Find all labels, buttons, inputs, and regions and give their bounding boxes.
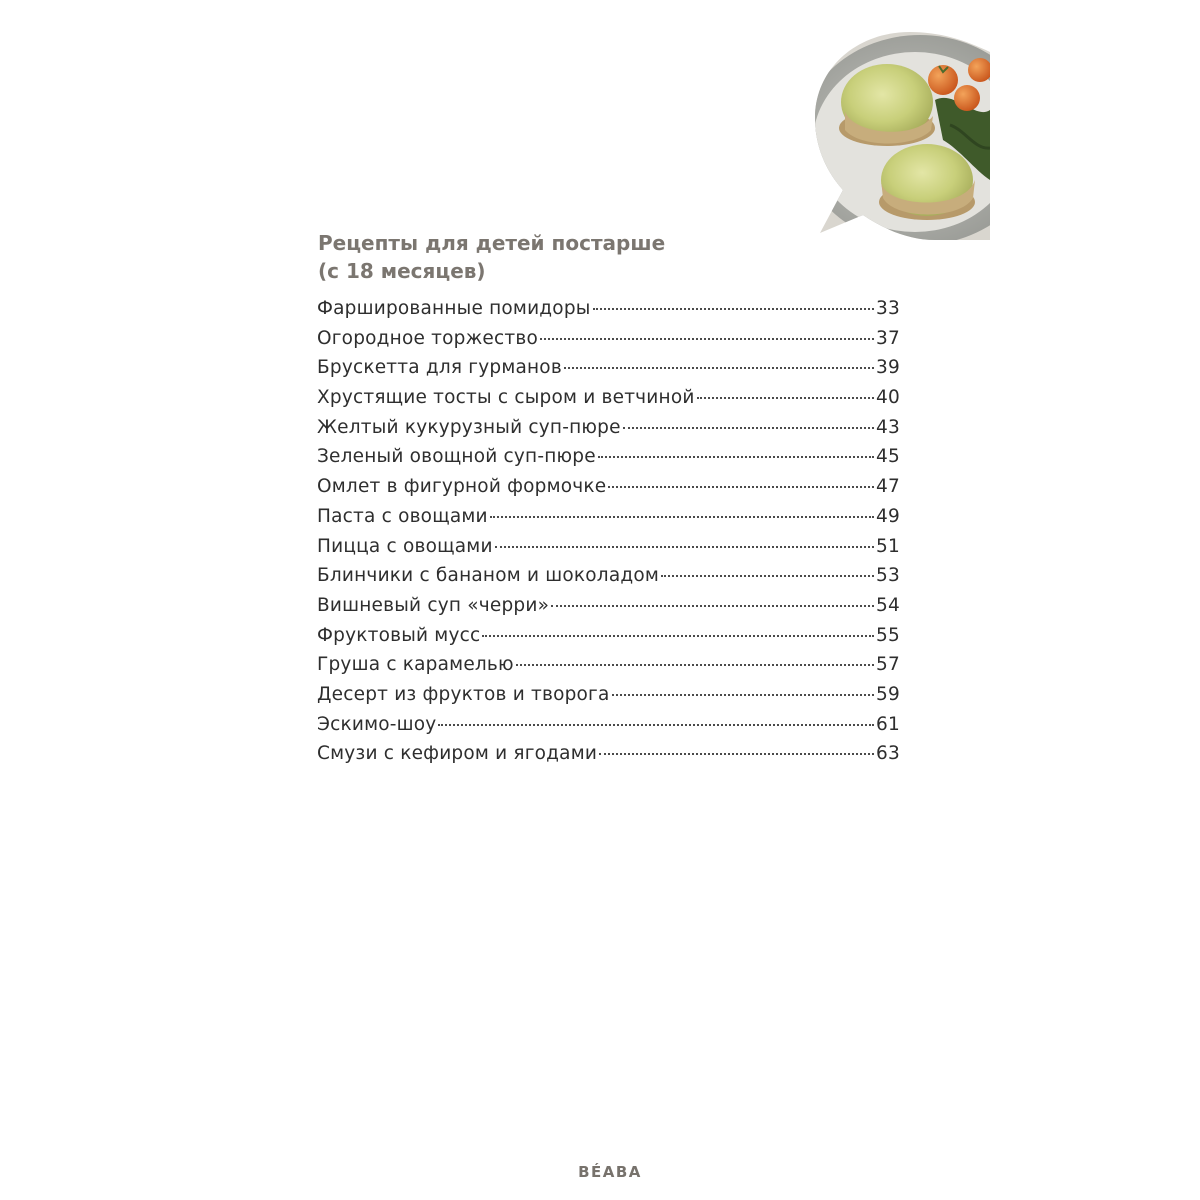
toc-entry bbox=[317, 446, 900, 476]
toc-entry-title: Хрустящие тосты с сыром и ветчиной bbox=[317, 387, 695, 409]
toc-entry-page: 40 bbox=[876, 387, 900, 409]
toc-leader-dots bbox=[490, 515, 874, 518]
toc-entry-title: Эскимо-шоу bbox=[317, 713, 437, 735]
toc-leader-dots bbox=[482, 634, 874, 637]
toc-entry-page: 63 bbox=[876, 743, 900, 765]
toc-entry-page: 33 bbox=[876, 298, 900, 319]
heading-line-2: (с 18 месяцев) bbox=[318, 259, 486, 283]
toc-leader-dots bbox=[495, 545, 874, 548]
toc-entry-page: 59 bbox=[876, 683, 900, 705]
toc-entry-page: 37 bbox=[876, 327, 900, 349]
toc-entry-title: Смузи с кефиром и ягодами bbox=[317, 743, 598, 765]
toc-entry-title: Пицца с овощами bbox=[317, 535, 493, 557]
toc-leader-dots bbox=[438, 723, 874, 726]
toc-entry-page: 61 bbox=[876, 713, 900, 735]
toc-entry bbox=[317, 506, 900, 536]
toc-entry-title: Фаршированные помидоры bbox=[317, 298, 591, 319]
toc-entry-page: 49 bbox=[876, 505, 900, 527]
toc-leader-dots bbox=[599, 752, 874, 755]
toc-leader-dots bbox=[593, 307, 874, 310]
toc-entry-page: 47 bbox=[876, 476, 900, 498]
toc-entry-title: Желтый кукурузный суп-пюре bbox=[317, 416, 621, 438]
toc-leader-dots bbox=[598, 455, 874, 458]
toc-leader-dots bbox=[608, 485, 874, 488]
toc-leader-dots bbox=[516, 663, 874, 666]
toc-entry-page: 53 bbox=[876, 565, 900, 587]
toc-entry-title: Вишневый суп «черри» bbox=[317, 594, 550, 616]
section-heading bbox=[318, 229, 838, 285]
toc-entry bbox=[317, 387, 900, 417]
toc-entry bbox=[317, 476, 900, 506]
toc-entry-title: Омлет в фигурной формочке bbox=[317, 476, 607, 498]
toc-entry bbox=[317, 714, 900, 744]
toc-entry-title: Фруктовый мусс bbox=[317, 624, 481, 646]
toc-entry-title: Блинчики с бананом и шоколадом bbox=[317, 565, 660, 587]
toc-entry-page: 55 bbox=[876, 624, 900, 646]
heading-line-1: Рецепты для детей постарше bbox=[318, 231, 666, 255]
toc-leader-dots bbox=[697, 396, 874, 399]
toc-entry-title: Паста с овощами bbox=[317, 505, 488, 527]
toc-entry bbox=[317, 298, 900, 328]
toc-leader-dots bbox=[540, 337, 874, 340]
toc-leader-dots bbox=[661, 574, 874, 577]
toc-entry-page: 57 bbox=[876, 654, 900, 676]
toc-entry-page: 45 bbox=[876, 446, 900, 468]
toc-entry bbox=[317, 743, 900, 773]
toc-entry bbox=[317, 654, 900, 684]
toc-entry-page: 54 bbox=[876, 594, 900, 616]
toc-entry-title: Брускетта для гурманов bbox=[317, 357, 562, 379]
toc-leader-dots bbox=[612, 693, 875, 696]
toc-entry bbox=[317, 357, 900, 387]
toc-entry bbox=[317, 328, 900, 358]
toc-entry bbox=[317, 684, 900, 714]
toc-leader-dots bbox=[623, 426, 874, 429]
toc-entry-page: 51 bbox=[876, 535, 900, 557]
toc-entry-page: 39 bbox=[876, 357, 900, 379]
toc-entry bbox=[317, 625, 900, 655]
brand-logo: BÉABA bbox=[578, 1163, 642, 1181]
toc-entry-page: 43 bbox=[876, 416, 900, 438]
toc-entry-title: Огородное торжество bbox=[317, 327, 538, 349]
toc-entry bbox=[317, 536, 900, 566]
toc-leader-dots bbox=[564, 366, 874, 369]
toc-leader-dots bbox=[551, 604, 874, 607]
toc-entry bbox=[317, 417, 900, 447]
toc-entry-title: Десерт из фруктов и творога bbox=[317, 683, 610, 705]
food-photo-bubble bbox=[815, 30, 990, 240]
toc-entry bbox=[317, 565, 900, 595]
toc-entry bbox=[317, 595, 900, 625]
toc-entry-title: Груша с карамелью bbox=[317, 654, 514, 676]
table-of-contents bbox=[317, 298, 900, 773]
toc-entry-title: Зеленый овощной суп-пюре bbox=[317, 446, 596, 468]
